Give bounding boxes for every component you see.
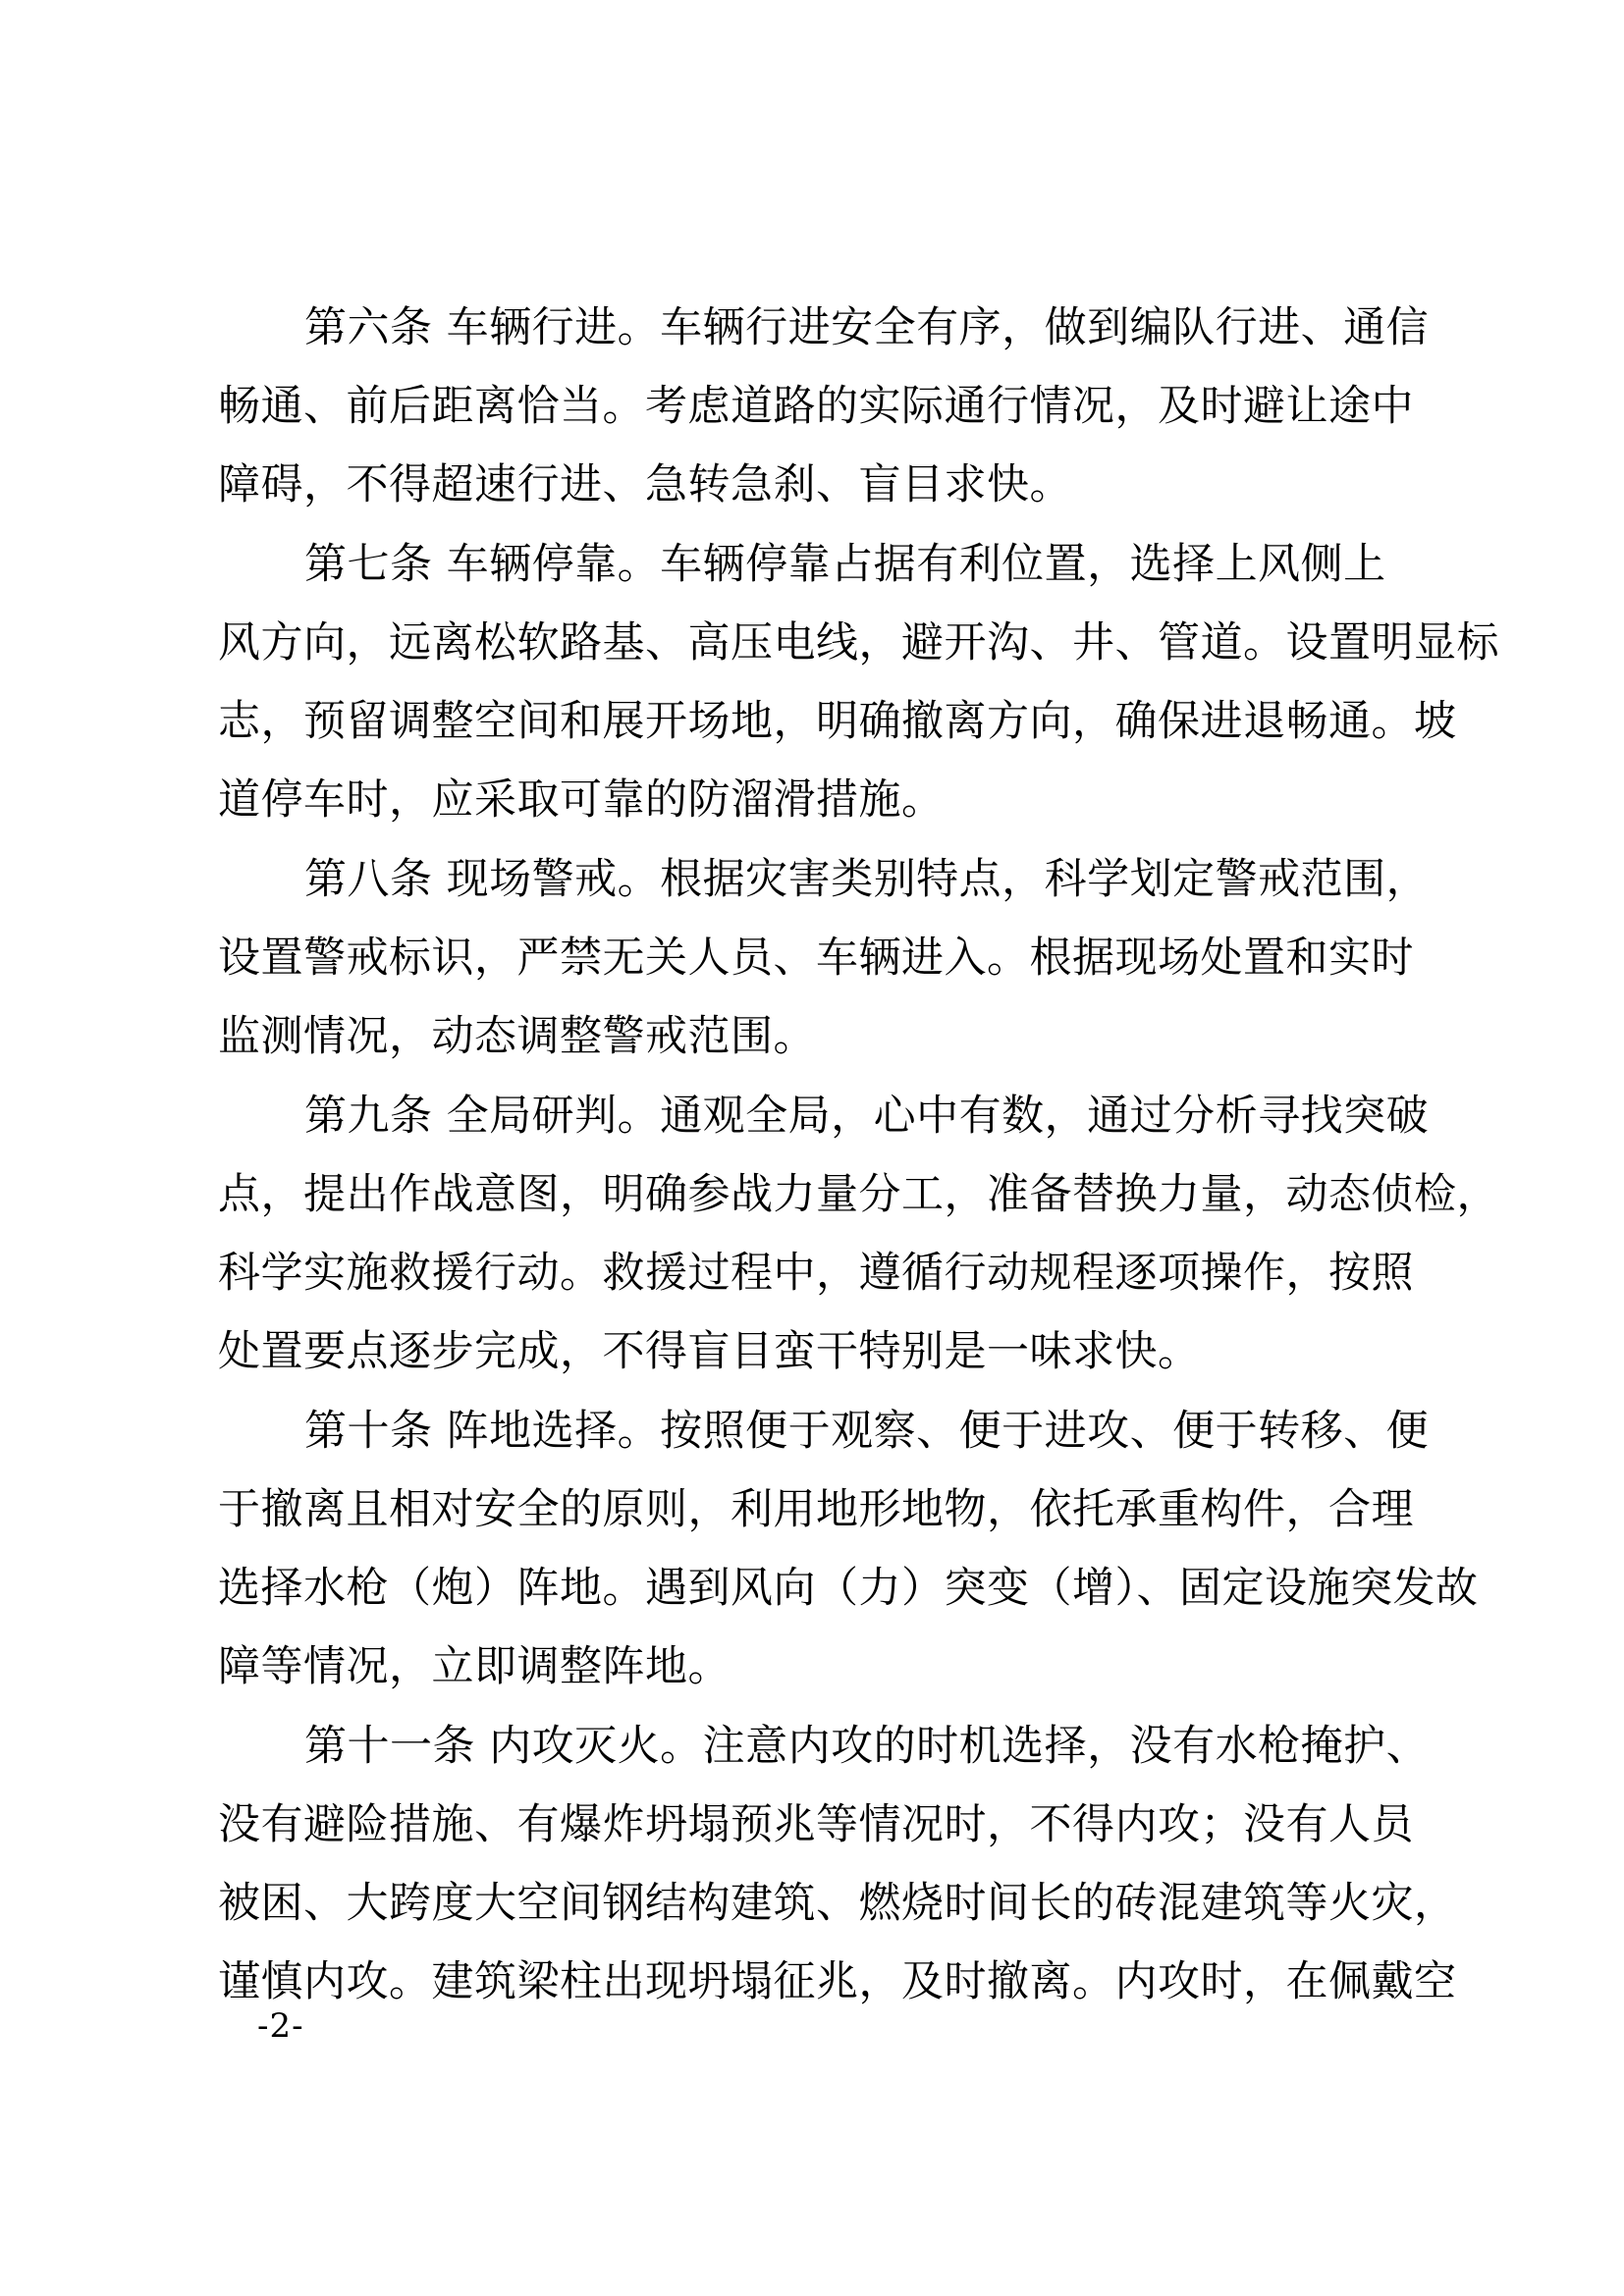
article-6-line-2: 畅通、前后距离恰当。考虑道路的实际通行情况，及时避让途中 bbox=[218, 382, 1414, 431]
article-9-line-2: 点，提出作战意图，明确参战力量分工，准备替换力量，动态侦检， bbox=[218, 1170, 1499, 1219]
article-7-line-1: 第七条 车辆停靠。车辆停靠占据有利位置，选择上风侧上 bbox=[304, 540, 1386, 589]
article-9-line-1: 第九条 全局研判。通观全局，心中有数，通过分析寻找突破 bbox=[304, 1092, 1430, 1141]
article-8-line-2: 设置警戒标识，严禁无关人员、车辆进入。根据现场处置和实时 bbox=[218, 934, 1414, 983]
article-6-line-3: 障碍，不得超速行进、急转急刹、盲目求快。 bbox=[218, 460, 1072, 509]
article-11-line-2: 没有避险措施、有爆炸坍塌预兆等情况时，不得内攻；没有人员 bbox=[218, 1800, 1414, 1849]
article-10-line-4: 障等情况，立即调整阵地。 bbox=[218, 1642, 731, 1691]
article-11-line-3: 被困、大跨度大空间钢结构建筑、燃烧时间长的砖混建筑等火灾， bbox=[218, 1879, 1457, 1928]
article-9-line-4: 处置要点逐步完成，不得盲目蛮干特别是一味求快。 bbox=[218, 1327, 1201, 1376]
article-7-line-2: 风方向，远离松软路基、高压电线，避开沟、井、管道。设置明显标 bbox=[218, 618, 1499, 667]
page-number: -2- bbox=[257, 2006, 304, 2046]
article-7-line-4: 道停车时，应采取可靠的防溜滑措施。 bbox=[218, 775, 945, 825]
article-10-line-3: 选择水枪（炮）阵地。遇到风向（力）突变（增）、固定设施突发故 bbox=[218, 1564, 1479, 1613]
article-8-line-3: 监测情况，动态调整警戒范围。 bbox=[218, 1012, 816, 1061]
article-10-line-1: 第十条 阵地选择。按照便于观察、便于进攻、便于转移、便 bbox=[304, 1407, 1430, 1456]
article-10-line-2: 于撤离且相对安全的原则，利用地形地物，依托承重构件，合理 bbox=[218, 1485, 1414, 1534]
article-9-line-3: 科学实施救援行动。救援过程中，遵循行动规程逐项操作，按照 bbox=[218, 1249, 1414, 1298]
article-6-line-1: 第六条 车辆行进。车辆行进安全有序，做到编队行进、通信 bbox=[304, 303, 1430, 352]
article-7-line-3: 志，预留调整空间和展开场地，明确撤离方向，确保进退畅通。坡 bbox=[218, 697, 1457, 746]
article-11-line-4: 谨慎内攻。建筑梁柱出现坍塌征兆，及时撤离。内攻时，在佩戴空 bbox=[218, 1957, 1457, 2006]
article-8-line-1: 第八条 现场警戒。根据灾害类别特点，科学划定警戒范围， bbox=[304, 855, 1430, 904]
article-11-line-1: 第十一条 内攻灭火。注意内攻的时机选择，没有水枪掩护、 bbox=[304, 1722, 1430, 1771]
